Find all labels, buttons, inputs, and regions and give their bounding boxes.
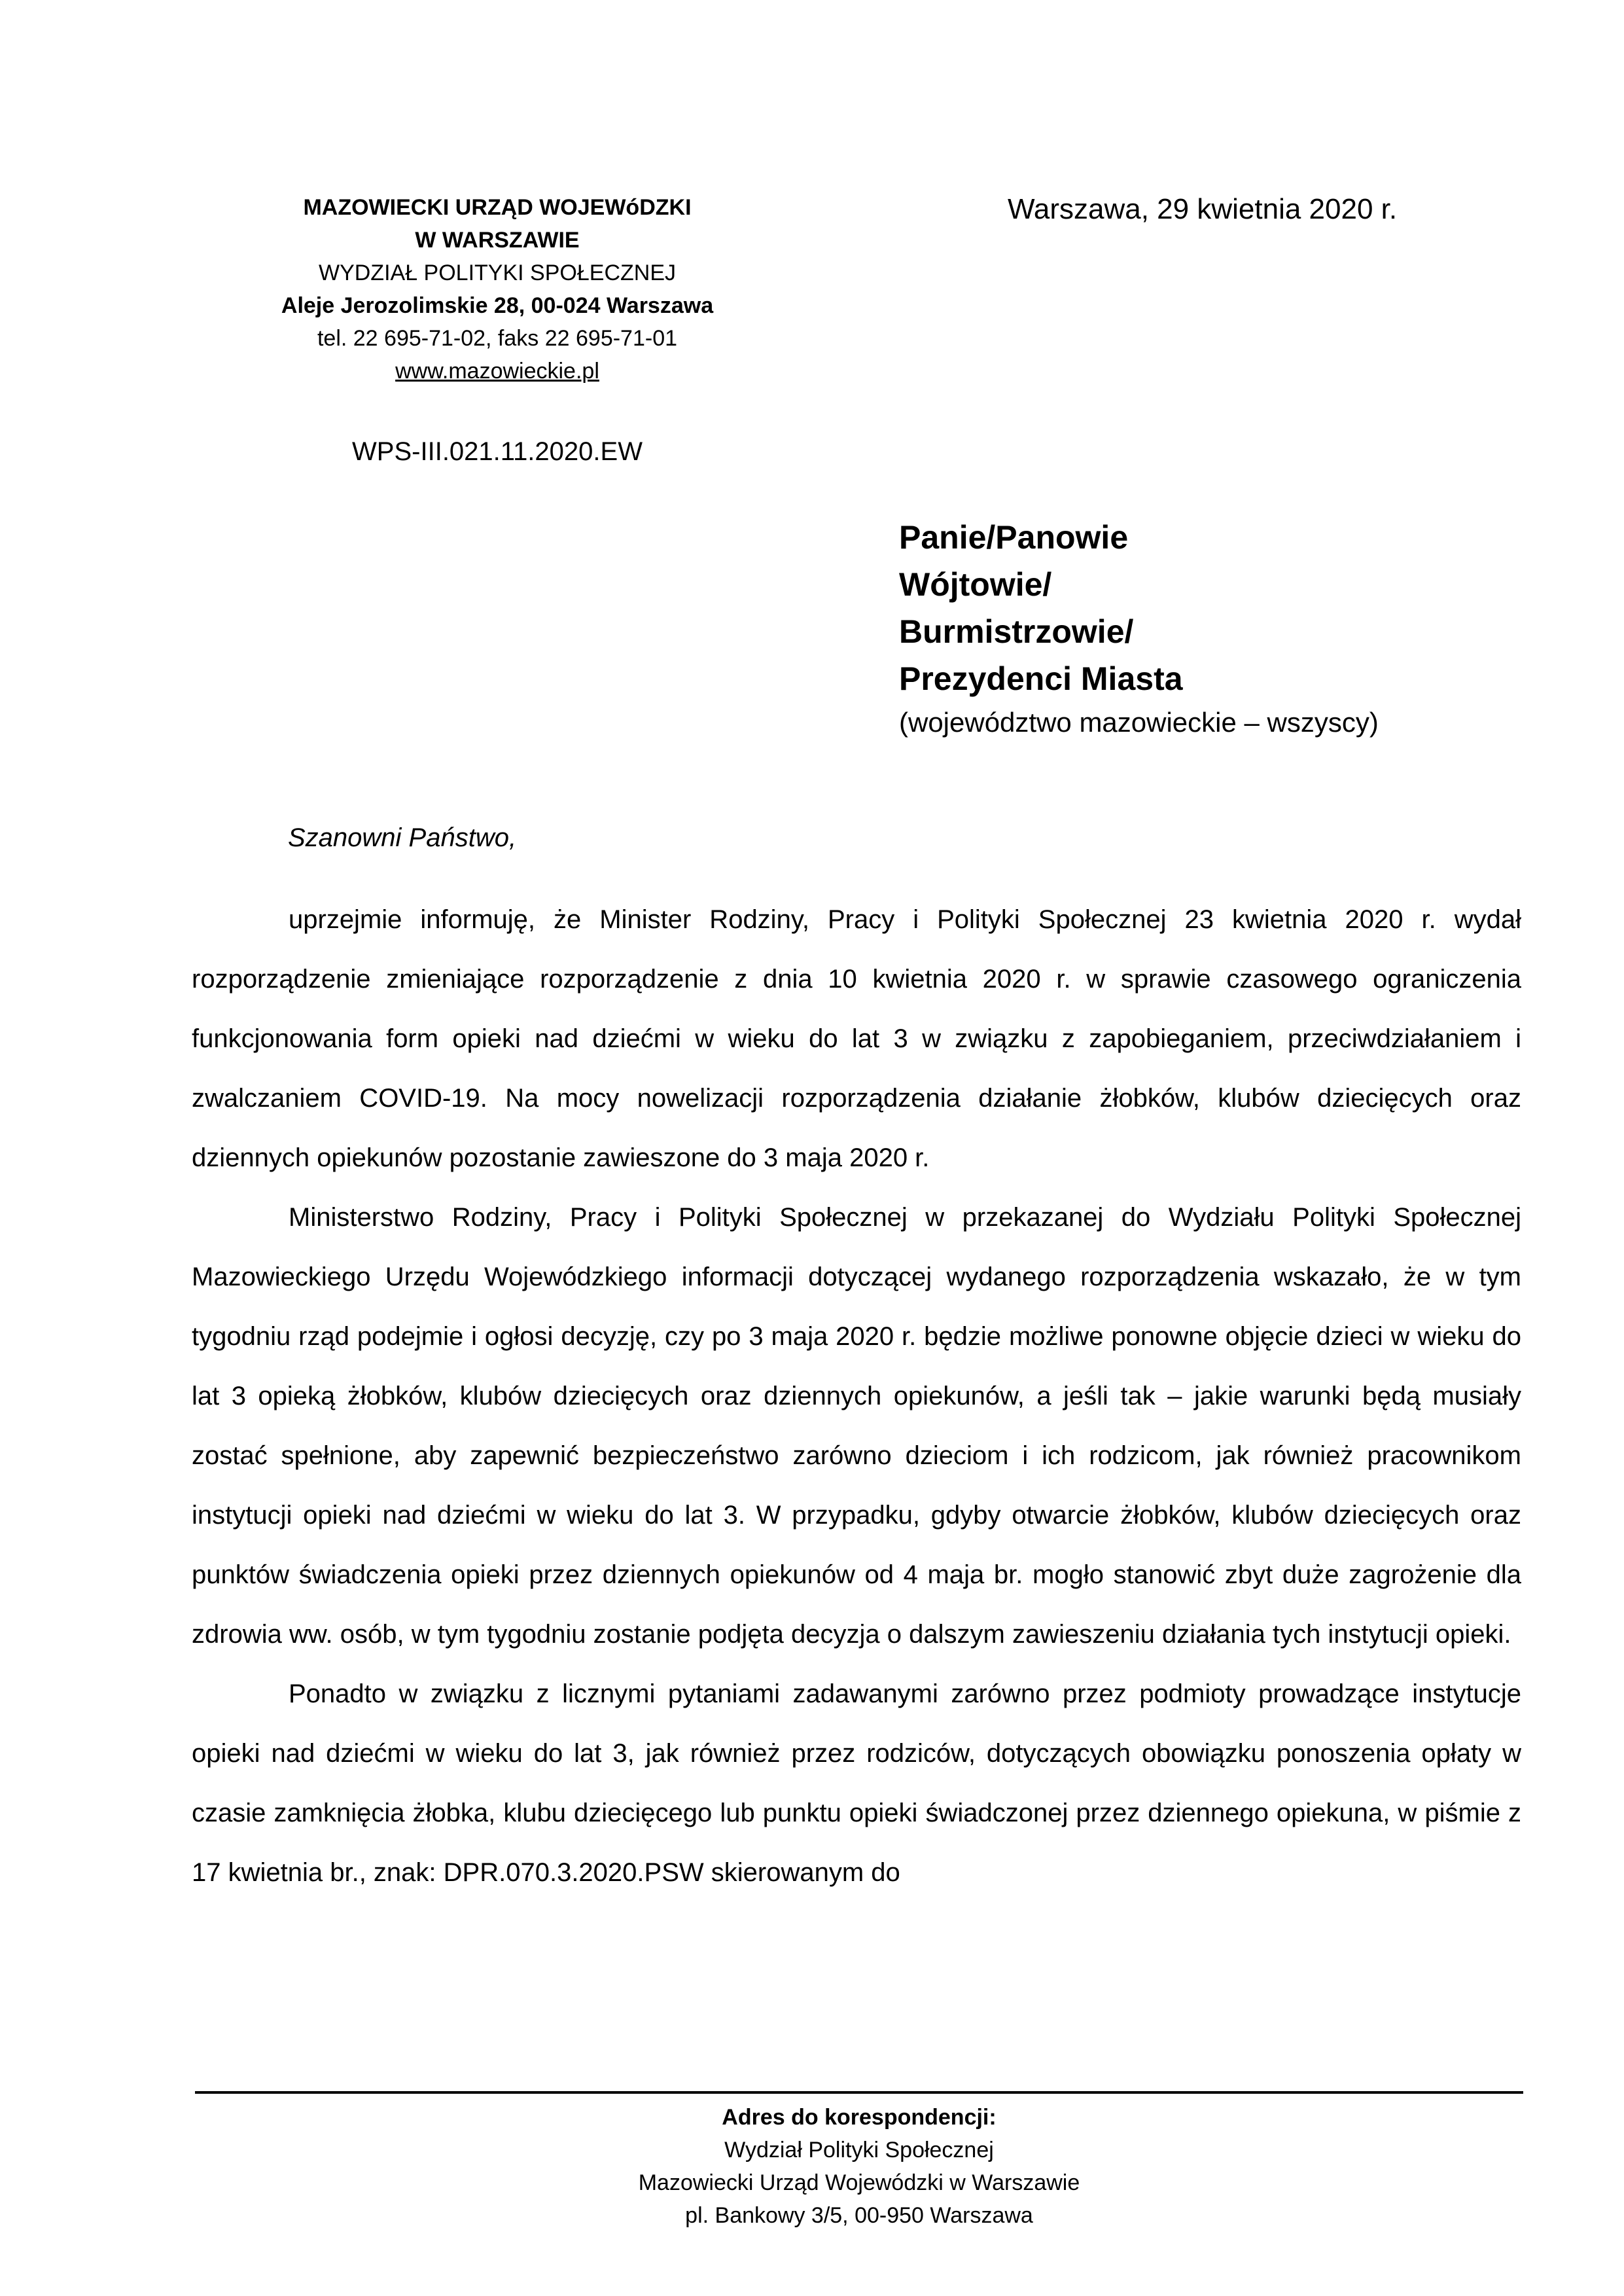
letter-body: [192, 890, 1521, 1903]
salutation: Szanowni Państwo,: [288, 823, 517, 852]
addressee-note: (województwo mazowieckie – wszyscy): [899, 707, 1379, 738]
body-paragraph: Ministerstwo Rodziny, Pracy i Polityki Społecznej w przekazanej do Wydziału Polityki Społecznej Mazowieckiego Urzędu Wojewódzkiego informacji dotyczącej wydanego rozporządzenia wskazało, że w tym tygodniu rząd podejmie i ogłosi decyzję, czy po 3 maja 2020 r. będzie możliwe ponowne objęcie dzieci w wieku do lat 3 opieką żłobków, klubów dziecięcych oraz dziennych opiekunów, a jeśli tak – jakie warunki będą musiały zostać spełnione, aby zapewnić bezpieczeństwo zarówno dzieciom i ich rodzicom, jak również pracownikom instytucji opieki nad dziećmi w wieku do lat 3. W przypadku, gdyby otwarcie żłobków, klubów dziecięcych oraz punktów świadczenia opieki przez dziennych opiekunów od 4 maja br. mogło stanowić zbyt duże zagrożenie dla zdrowia ww. osób, w tym tygodniu zostanie podjęta decyzja o dalszym zawieszeniu działania tych instytucji opieki.: [192, 1203, 1521, 1649]
footer-divider: [195, 2091, 1523, 2094]
addressee-line: Wójtowie/: [899, 566, 1052, 603]
addressee-block: [899, 514, 1488, 743]
addressee-line: Prezydenci Miasta: [899, 660, 1183, 697]
body-paragraph: uprzejmie informuję, że Minister Rodziny, Pracy i Polityki Społecznej 23 kwietnia 2020 r. wydał rozporządzenie zmieniające rozporządzenie z dnia 10 kwietnia 2020 r. w sprawie czasowego ograniczenia funkcjonowania form opieki nad dziećmi w wieku do lat 3 w związku z zapobieganiem, przeciwdziałaniem i zwalczaniem COVID-19. Na mocy nowelizacji rozporządzenia działanie żłobków, klubów dziecięcych oraz dziennych opiekunów pozostanie zawieszone do 3 maja 2020 r.: [192, 905, 1521, 1172]
document-date: Warszawa, 29 kwietnia 2020 r.: [1008, 193, 1398, 225]
case-signature: WPS-III.021.11.2020.EW: [352, 437, 643, 466]
correspondence-footer: [195, 2101, 1523, 2232]
footer-line: Wydział Polityki Społecznej: [724, 2138, 994, 2162]
body-paragraph: Ponadto w związku z licznymi pytaniami zadawanymi zarówno przez podmioty prowadzące instytucje opieki nad dziećmi w wieku do lat 3, jak również przez rodziców, dotyczących obowiązku ponoszenia opłaty w czasie zamknięcia żłobka, klubu dziecięcego lub punktu opieki świadczonej przez dziennego opiekuna, w piśmie z 17 kwietnia br., znak: DPR.070.3.2020.PSW skierowanym do: [192, 1679, 1521, 1887]
org-address: Aleje Jerozolimskie 28, 00-024 Warszawa: [281, 293, 714, 318]
footer-line: pl. Bankowy 3/5, 00-950 Warszawa: [685, 2203, 1033, 2228]
footer-line: Mazowiecki Urząd Wojewódzki w Warszawie: [638, 2170, 1080, 2195]
addressee-line: Burmistrzowie/: [899, 613, 1134, 650]
department-name: WYDZIAŁ POLITYKI SPOŁECZNEJ: [318, 260, 676, 285]
org-name-line2: W WARSZAWIE: [415, 228, 580, 253]
org-name-line1: MAZOWIECKI URZĄD WOJEWóDZKI: [303, 195, 692, 220]
footer-title: Adres do korespondencji:: [722, 2105, 997, 2130]
letterhead: [249, 191, 746, 387]
website-link[interactable]: www.mazowieckie.pl: [395, 359, 599, 384]
addressee-line: Panie/Panowie: [899, 519, 1129, 556]
org-phone: tel. 22 695-71-02, faks 22 695-71-01: [317, 326, 678, 351]
